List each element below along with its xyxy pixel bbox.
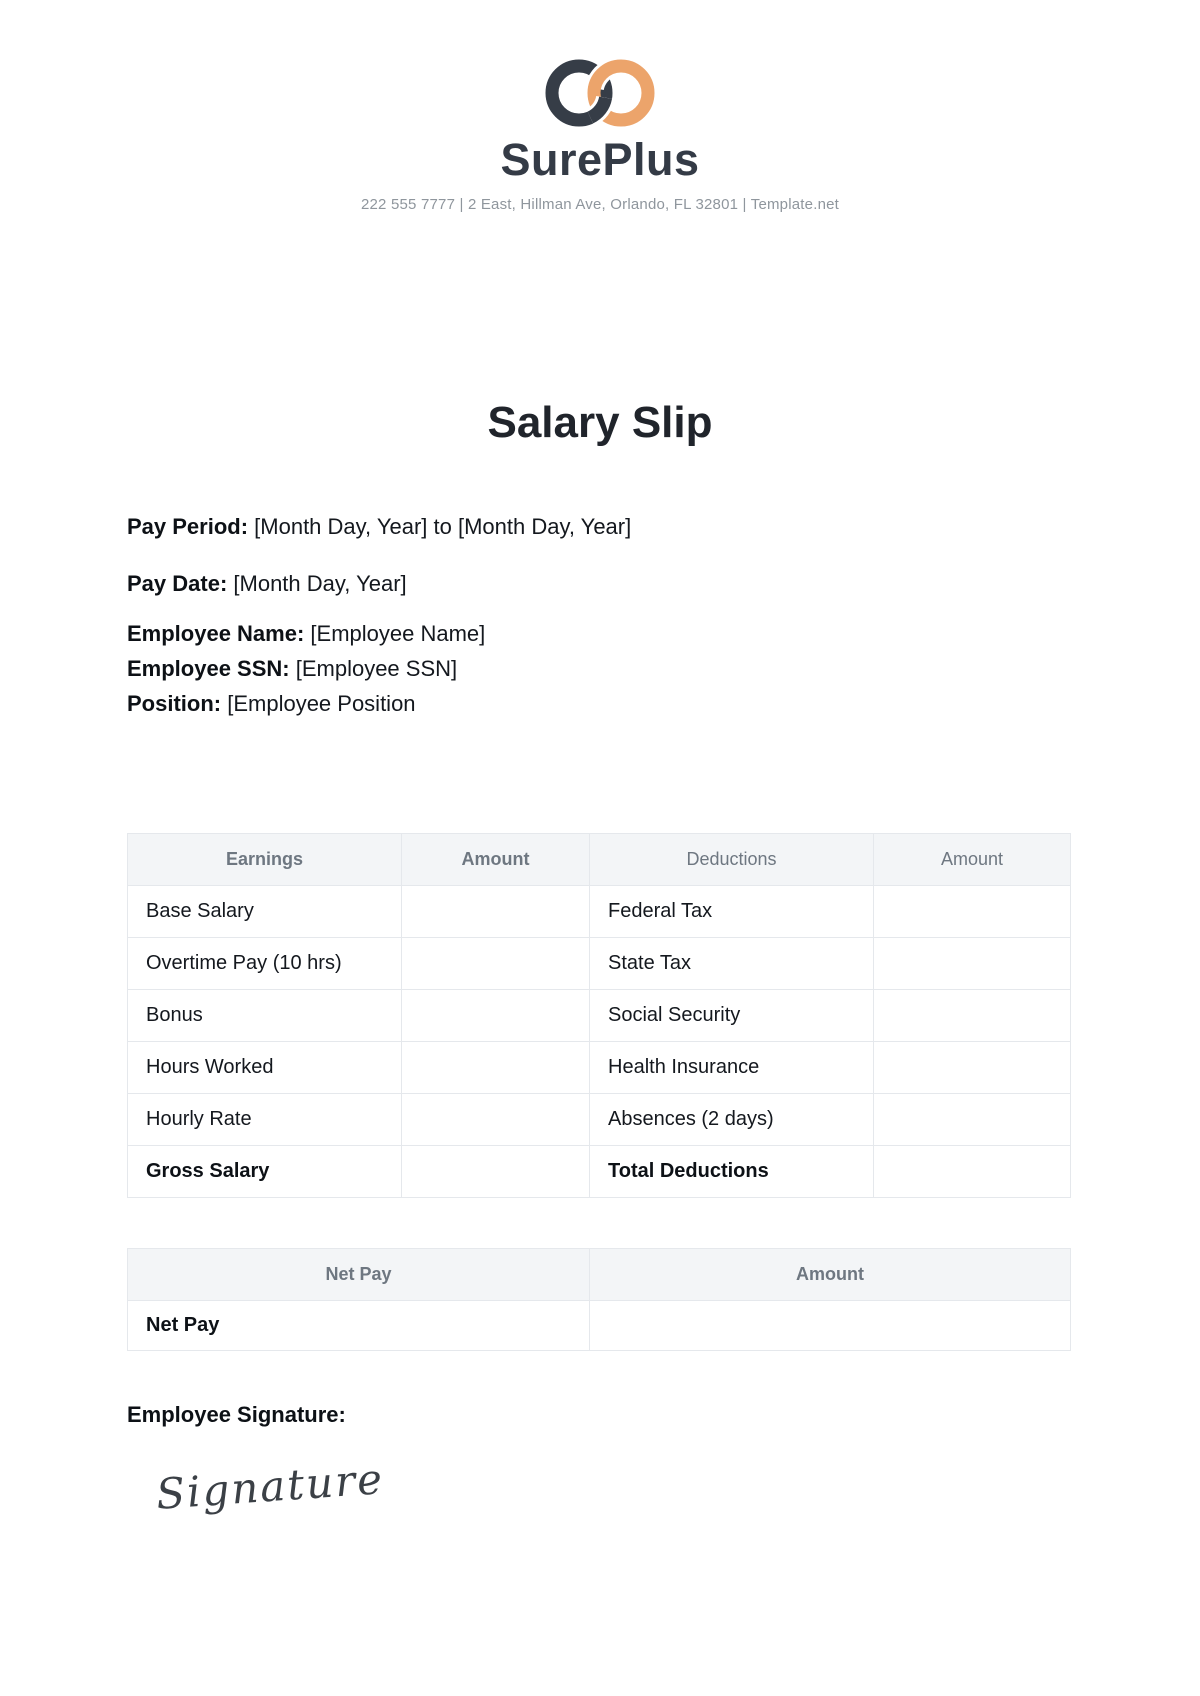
earnings-table-header-row [128, 834, 1071, 886]
deduction-label-cell: Social Security [590, 990, 874, 1042]
deduction-amount-cell [874, 886, 1071, 938]
employee-ssn-value: [Employee SSN] [289, 656, 458, 681]
employee-name-value: [Employee Name] [304, 621, 486, 646]
pay-date-label: Pay Date: [127, 571, 228, 596]
earning-label-cell: Overtime Pay (10 hrs) [128, 938, 402, 990]
earnings-column-header: Earnings [128, 834, 402, 886]
position-line [127, 689, 1073, 719]
deduction-amount-cell [874, 1042, 1071, 1094]
earning-label-cell: Bonus [128, 990, 402, 1042]
employee-name-label: Employee Name: [127, 621, 305, 646]
employee-signature-script: Signature [154, 1454, 386, 1519]
net-pay-row [128, 1301, 1071, 1351]
deductions-amount-column-header: Amount [874, 834, 1071, 886]
deductions-column-header: Deductions [590, 834, 874, 886]
gross-salary-label-cell: Gross Salary [128, 1146, 402, 1198]
position-value: [Employee Position [221, 691, 416, 716]
net-pay-column-header: Net Pay [128, 1249, 590, 1301]
earning-label-cell: Hours Worked [128, 1042, 402, 1094]
earning-label-cell: Hourly Rate [128, 1094, 402, 1146]
gross-salary-amount-cell [402, 1146, 590, 1198]
earning-amount-cell [402, 886, 590, 938]
deduction-label-cell: Absences (2 days) [590, 1094, 874, 1146]
net-pay-amount-column-header: Amount [590, 1249, 1071, 1301]
interlocked-rings-logo-icon [544, 58, 656, 128]
earnings-deductions-table [127, 833, 1071, 1198]
total-deductions-amount-cell [874, 1146, 1071, 1198]
net-pay-header-row [128, 1249, 1071, 1301]
pay-date-line [127, 569, 1073, 599]
deduction-amount-cell [874, 938, 1071, 990]
earning-amount-cell [402, 1042, 590, 1094]
position-label: Position: [127, 691, 222, 716]
pay-date-value: [Month Day, Year] [227, 571, 407, 596]
earning-label-cell: Base Salary [128, 886, 402, 938]
deduction-label-cell: Health Insurance [590, 1042, 874, 1094]
employee-ssn-line [127, 654, 1073, 684]
company-header [0, 58, 1200, 213]
table-row [128, 1042, 1071, 1094]
deduction-label-cell: State Tax [590, 938, 874, 990]
deduction-label-cell: Federal Tax [590, 886, 874, 938]
total-deductions-label-cell: Total Deductions [590, 1146, 874, 1198]
pay-period-line [127, 512, 1073, 542]
company-name: SurePlus [500, 134, 700, 185]
deduction-amount-cell [874, 1094, 1071, 1146]
table-row [128, 990, 1071, 1042]
earning-amount-cell [402, 938, 590, 990]
pay-info-section [127, 512, 1073, 719]
table-row [128, 938, 1071, 990]
table-row [128, 1094, 1071, 1146]
earnings-amount-column-header: Amount [402, 834, 590, 886]
employee-signature-label: Employee Signature: [127, 1402, 346, 1427]
company-contact-line: 222 555 7777 | 2 East, Hillman Ave, Orlando, FL 32801 | Template.net [360, 196, 840, 213]
employee-name-line [127, 619, 1073, 649]
page-title: Salary Slip [487, 398, 713, 447]
deduction-amount-cell [874, 990, 1071, 1042]
totals-row [128, 1146, 1071, 1198]
table-row [128, 886, 1071, 938]
earning-amount-cell [402, 1094, 590, 1146]
pay-period-label: Pay Period: [127, 514, 249, 539]
employee-ssn-label: Employee SSN: [127, 656, 290, 681]
earning-amount-cell [402, 990, 590, 1042]
net-pay-label-cell: Net Pay [128, 1301, 590, 1351]
net-pay-table [127, 1248, 1071, 1351]
pay-period-value: [Month Day, Year] to [Month Day, Year] [248, 514, 632, 539]
net-pay-amount-cell [590, 1301, 1071, 1351]
